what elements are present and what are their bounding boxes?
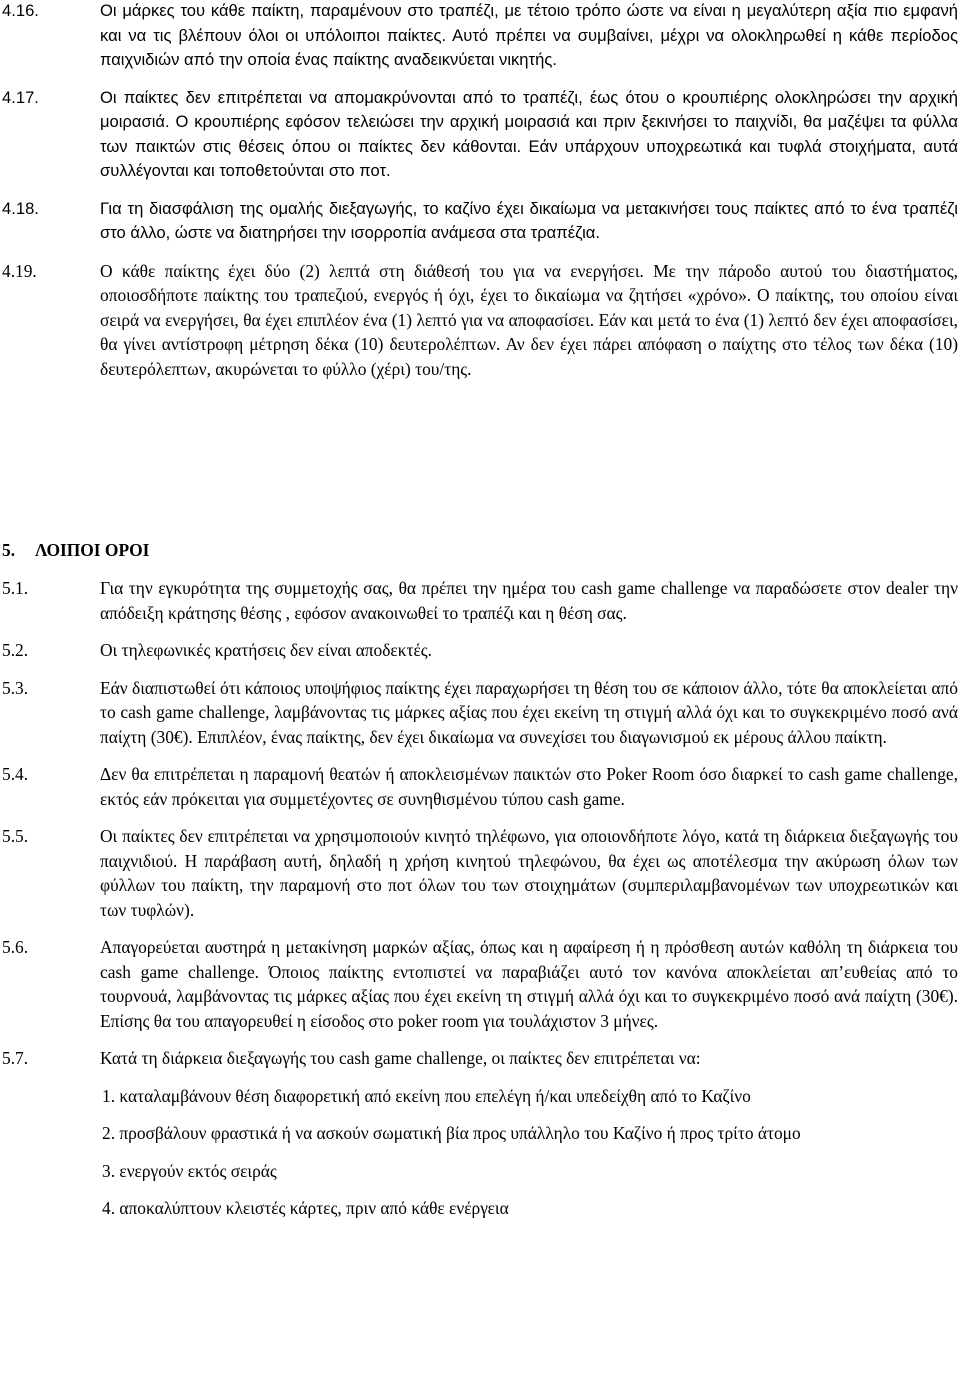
rule-text: Οι τηλεφωνικές κρατήσεις δεν είναι αποδεκτές.: [100, 640, 433, 660]
section-title: ΛΟΙΠΟΙ ΟΡΟΙ: [35, 540, 150, 560]
rule-text: Οι παίκτες δεν επιτρέπεται να χρησιμοποιούν κινητό τηλέφωνο, για οποιονδήποτε λόγο, κατά τη διάρκεια διεξαγωγής του παιχνιδιού. Η παράβαση αυτή, δηλαδή η χρήση κινητού τηλεφώνου, θα έχει ως αποτέλεσμα την ακύρωση όλων των φύλλων του παίκτη, την παραμονή στο ποτ όλων του των στοιχημάτων (συμπεριλαμβανομένων των υποχρεωτικών και των τυφλών).: [100, 826, 958, 920]
rule-number: 4.17.: [2, 87, 39, 107]
rule-item: [2, 86, 958, 184]
rule-number: 5.1.: [2, 578, 29, 598]
rule-item: [2, 1046, 958, 1071]
rule-text: Ο κάθε παίκτης έχει δύο (2) λεπτά στη διάθεσή του για να ενεργήσει. Με την πάροδο αυτού του διαστήματος, οποιοσδήποτε παίκτης του τραπεζιού, ενεργός ή όχι, έχει το δικαίωμα να ζητήσει «χρόνο». Ο παίκτης, του οποίου είναι σειρά να ενεργήσει, θα έχει επιπλέον ένα (1) λεπτό για να αποφασίσει. Εάν και μετά το ένα (1) λεπτό δεν έχει αποφασίσει, θα γίνει αντίστροφη μέτρηση δέκα (10) δευτερολέπτων. Αν δεν έχει πάρει απόφαση ο παίχτης στο τέλος των δέκα (10) δευτερόλεπτων, ακυρώνεται το φύλλο (χέρι) του/της.: [100, 260, 958, 379]
section-heading: [2, 538, 958, 563]
rule-item: [2, 197, 958, 246]
section-number: 5.: [2, 540, 16, 560]
rule-text: Για τη διασφάλιση της ομαλής διεξαγωγής, το καζίνο έχει δικαίωμα να μετακινήσει τους παίκτες από το ένα τραπέζι στο άλλο, ώστε να διατηρήσει την ισορροπία ανάμεσα στα τραπέζια.: [100, 198, 958, 242]
rule-item: [2, 676, 958, 750]
rule-text: Απαγορεύεται αυστηρά η μετακίνηση μαρκών αξίας, όπως και η αφαίρεση ή η πρόσθεση αυτών καθόλη τη διάρκεια του cash game challenge. Όποιος παίκτης εντοπιστεί να παραβιάζει αυτό τον κανόνα αποκλείεται απ’ευθείας από το τουρνουά, λαμβάνοντας τις μάρκες αξίας που έχει εκείνη τη στιγμή αλλά όχι και το συγκεκριμένο ποσό ανά παίχτη (30€). Επίσης θα του απαγορευθεί η είσοδος στο poker room για τουλάχιστον 3 μήνες.: [100, 937, 958, 1031]
rule-item: [2, 762, 958, 811]
rule-number: 5.7.: [2, 1048, 29, 1068]
rule-number: 5.6.: [2, 937, 29, 957]
rule-number: 5.2.: [2, 640, 29, 660]
rule-item: [2, 576, 958, 625]
rule-text: Οι παίκτες δεν επιτρέπεται να απομακρύνονται από το τραπέζι, έως ότου ο κρουπιέρης ολοκληρώσει την αρχική μοιρασιά. Ο κρουπιέρης εφόσον τελειώσει την αρχική μοιρασιά και πριν ξεκινήσει το παιχνίδι, θα μαζέψει τα φύλλα των παικτών στις θέσεις όπου οι παίκτες δεν κάθονται. Εάν υπάρχουν υποχρεωτικά και τυφλά στοιχήματα, αυτά συλλέγονται και τοποθετούνται στο ποτ.: [100, 87, 958, 180]
rule-number: 5.4.: [2, 764, 29, 784]
sub-list-item: 4. αποκαλύπτουν κλειστές κάρτες, πριν από κάθε ενέργεια: [102, 1198, 509, 1218]
rule-text: Οι μάρκες του κάθε παίκτη, παραμένουν στο τραπέζι, με τέτοιο τρόπο ώστε να είναι η μεγαλύτερη αξία πιο εμφανή και να τις βλέπουν όλοι οι υπόλοιποι παίκτες. Αυτό πρέπει να συμβαίνει, μέχρι να ολοκληρωθεί η κάθε περίοδος παιχνιδιών από την οποία ένας παίκτης αναδεικνύεται νικητής.: [100, 1, 958, 69]
rules-section-5: [2, 576, 958, 1234]
rules-section-4: [2, 0, 958, 394]
rule-number: 4.18.: [2, 198, 39, 218]
sub-list-item: 1. καταλαμβάνουν θέση διαφορετική από εκείνη που επελέγη ή/και υπεδείχθη από το Καζίνο: [102, 1085, 751, 1106]
sub-list-item: 3. ενεργούν εκτός σειράς: [102, 1160, 277, 1181]
rule-text: Για την εγκυρότητα της συμμετοχής σας, θα πρέπει την ημέρα του cash game challenge να παραδώσετε στον dealer την απόδειξη κράτησης θέσης , εφόσον ανακοινωθεί το τραπέζι και η θέση σας.: [100, 578, 958, 623]
rule-number: 5.3.: [2, 677, 29, 698]
rule-text: Δεν θα επιτρέπεται η παραμονή θεατών ή αποκλεισμένων παικτών στο Poker Room όσο διαρκεί το cash game challenge, εκτός εάν πρόκειται για συμμετέχοντες σε συνηθισμένου τύπου cash game.: [100, 764, 958, 809]
rule-item: [2, 638, 958, 663]
rule-item: [2, 259, 958, 382]
rule-item: [2, 824, 958, 922]
rule-text: Κατά τη διάρκεια διεξαγωγής του cash game challenge, οι παίκτες δεν επιτρέπεται να:: [100, 1048, 701, 1068]
rule-number: 5.5.: [2, 826, 29, 846]
rule-number: 4.19.: [2, 260, 37, 281]
rule-item: [2, 935, 958, 1033]
sub-list-item: 2. προσβάλουν φραστικά ή να ασκούν σωματική βία προς υπάλληλο του Καζίνο ή προς τρίτο άτομο: [102, 1123, 801, 1143]
rule-text: Εάν διαπιστωθεί ότι κάποιος υποψήφιος παίκτης έχει παραχωρήσει τη θέση του σε κάποιον άλλο, τότε θα αποκλείεται από το cash game challenge, λαμβάνοντας τις μάρκες αξίας που έχει εκείνη τη στιγμή αλλά όχι και το συγκεκριμένο ποσό ανά παίχτη (30€). Επιπλέον, ένας παίκτης, δεν έχει δικαίωμα να συνεχίσει του διαγωνισμού εκ μέρους άλλου παίκτη.: [100, 677, 958, 747]
rule-number: 4.16.: [2, 1, 39, 20]
rule-item: [2, 0, 958, 73]
